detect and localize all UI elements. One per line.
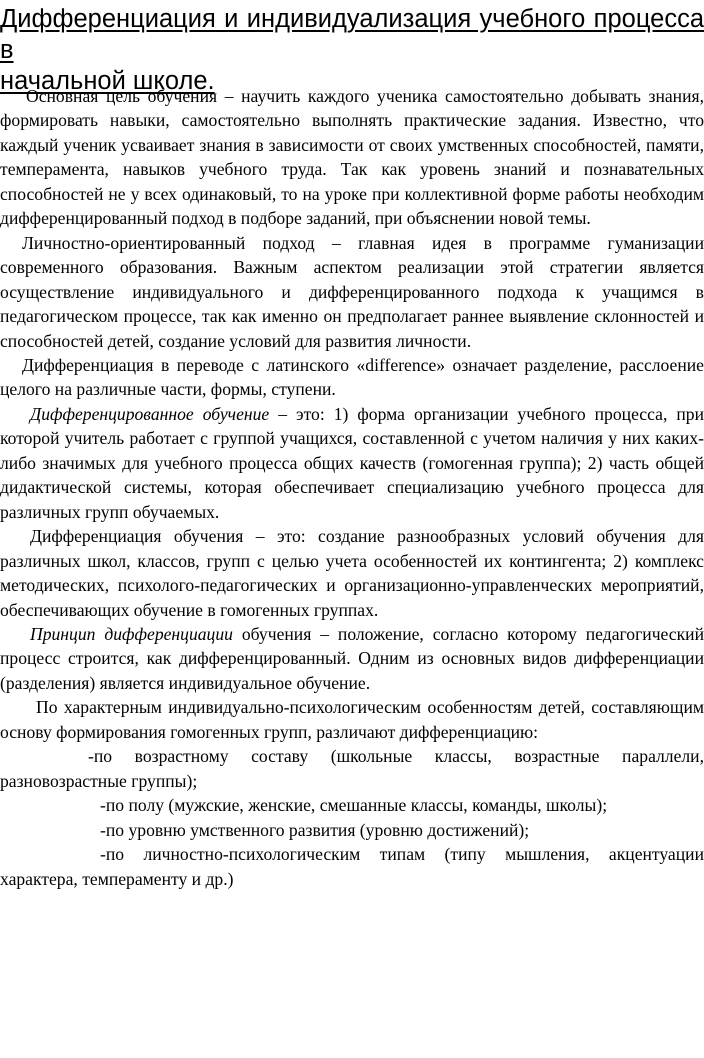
list-item: -по полу (мужские, женские, смешанные классы, команды, школы); <box>100 795 608 816</box>
paragraph: Дифференциация обучения – это: создание разнообразных условий обучения для различных школ, классов, групп с целью учета особенностей их контингента; 2) комплекс методических, психолого-педагогических и организационно-управленческих мероприятий, обеспечивающих обучение в гомогенных группах. <box>0 526 704 620</box>
list-item: -по уровню умственного развития (уровню достижений); <box>100 819 530 840</box>
paragraph: Основная цель обучения – научить каждого ученика самостоятельно добывать знания, формировать навыки, самостоятельно выполнять практические задания. Известно, что каждый ученик усваивает знания в зависимости от своих умственных способностей, памяти, темперамента, навыков учебного труда. Так как уровень знаний и познавательных способностей не у всех одинаковый, то на уроке при коллективной форме работы необходим дифференцированный подход в подборе заданий, при объяснении новой темы. <box>0 86 704 229</box>
paragraph-text: обучения – положение, согласно которому педагогический процесс строится, как дифференцированный. Одним из основных видов дифференциации (разделения) является индивидуальное обучение. <box>0 623 704 693</box>
document-body <box>0 84 704 891</box>
italic-term: Дифференцированное обучение <box>30 403 270 424</box>
paragraph-text: – это: 1) форма организации учебного процесса, при которой учитель работает с группой учащихся, составленной с учетом наличия у них каких- либо значимых для учебного процесса общих качеств (гомогенная группа); 2) часть общей дидактической системы, которая обеспечивает специализацию учебного процесса для различных групп обучаемых. <box>0 403 704 522</box>
paragraph: Дифференциация в переводе с латинского «difference» означает разделение, расслоение целого на различные части, формы, ступени. <box>0 354 704 400</box>
list-item: -по личностно-психологическим типам (типу мышления, акцентуации характера, темпераменту и др.) <box>0 844 704 889</box>
paragraph: По характерным индивидуально-психологическим особенностям детей, составляющим основу формирования гомогенных групп, различают дифференциацию: <box>0 697 704 742</box>
paragraph <box>0 622 704 695</box>
paragraph: Личностно-ориентированный подход – главная идея в программе гуманизации современного образования. Важным аспектом реализации этой стратегии является осуществление индивидуального и дифференцированного подхода к учащимся в педагогическом процессе, так как именно он предполагает раннее выявление склонностей и способностей детей, создание условий для развития личности. <box>0 232 704 351</box>
list-item: -по возрастному составу (школьные классы, возрастные параллели, разновозрастные группы); <box>0 746 704 791</box>
document-title: Дифференциация и индивидуализация учебного процесса в начальной школе. <box>0 5 704 95</box>
italic-term: Принцип дифференциации <box>30 623 233 644</box>
paragraph <box>0 402 704 524</box>
